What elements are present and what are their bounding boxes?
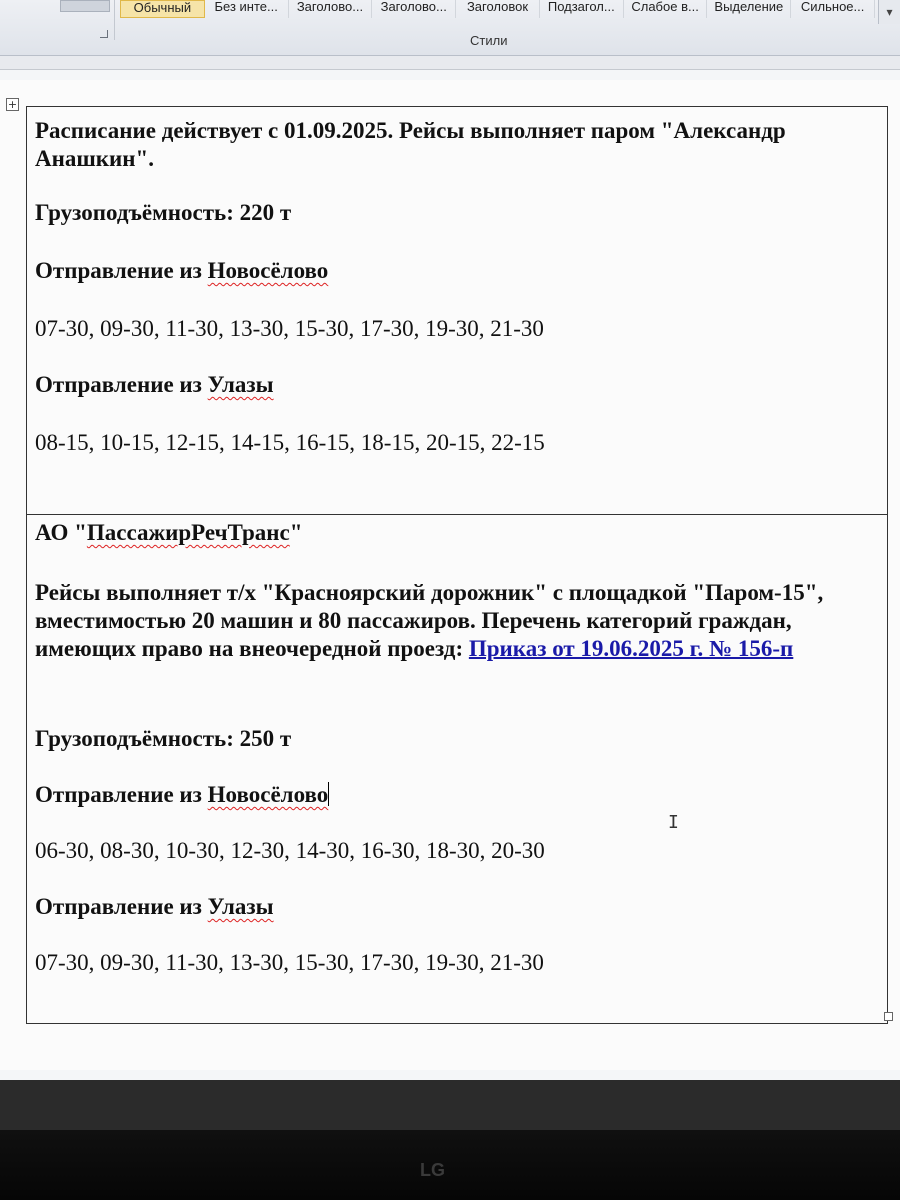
departure-heading [35,257,881,285]
table-cell-1[interactable] [27,107,887,515]
org-suffix: " [289,520,303,545]
schedule-title: Расписание действует с 01.09.2025. Рейсы выполняет паром "Александр Анашкин". [35,118,786,171]
capacity-text: Грузоподъёмность: 220 т [35,200,292,225]
order-link[interactable]: Приказ от 19.06.2025 г. № 156-п [468,636,794,661]
org-name: ПассажирРечТранс [86,520,290,545]
departure-times: 07-30, 09-30, 11-30, 13-30, 15-30, 17-30, 19-30, 21-30 [35,950,544,975]
place-name: Новосёлово [207,782,329,807]
capacity-text: Грузоподъёмность: 250 т [35,726,292,751]
departure-heading [35,893,881,921]
operator-name [35,519,881,547]
departure-label: Отправление из [35,258,208,283]
vessel-description [35,579,881,663]
style-subtitle[interactable]: Подзагол... [540,0,624,18]
table-move-handle-icon[interactable]: + [7,98,18,111]
taskbar-area [0,1080,900,1130]
clipboard-group [0,0,115,40]
dialog-launcher-icon[interactable] [100,30,108,38]
departure-heading [35,371,881,399]
departure-label: Отправление из [35,372,208,397]
description-text: Рейсы выполняет т/х "Красноярский дорожник" с площадкой "Паром-15", вместимостью 20 машин и 80 пассажиров. Перечень категорий граждан, имеющих право на внеочередной проезд: [35,580,824,661]
ribbon [0,0,900,56]
departure-heading [35,781,881,809]
table-cell-2[interactable] [27,515,887,1025]
monitor-brand-logo: LG [420,1160,445,1180]
table-resize-handle-icon[interactable] [884,1012,893,1021]
departure-label: Отправление из [35,894,208,919]
styles-group-label: Стили [470,33,508,48]
style-subtle-emphasis[interactable]: Слабое в... [624,0,708,18]
style-heading-2[interactable]: Заголово... [372,0,456,18]
place-name: Улазы [207,894,274,919]
text-cursor [328,782,329,806]
place-name: Улазы [207,372,274,397]
schedule-table[interactable] [26,106,888,1024]
style-emphasis[interactable]: Выделение [707,0,791,18]
style-intense-emphasis[interactable]: Сильное... [791,0,875,18]
place-name: Новосёлово [207,258,329,283]
style-no-spacing[interactable]: Без инте... [205,0,289,18]
ruler [0,56,900,70]
monitor-bezel [0,1130,900,1200]
style-title[interactable]: Заголовок [456,0,540,18]
departure-times: 08-15, 10-15, 12-15, 14-15, 16-15, 18-15, 20-15, 22-15 [35,430,545,455]
gallery-more-icon[interactable]: ▾ [878,0,900,24]
ibeam-cursor-icon: I [668,812,679,833]
paste-button[interactable] [60,0,110,12]
departure-times: 07-30, 09-30, 11-30, 13-30, 15-30, 17-30, 19-30, 21-30 [35,316,544,341]
departure-label: Отправление из [35,782,208,807]
departure-times: 06-30, 08-30, 10-30, 12-30, 14-30, 16-30, 18-30, 20-30 [35,838,545,863]
style-heading-1[interactable]: Заголово... [289,0,373,18]
org-prefix: АО " [35,520,87,545]
styles-gallery [120,0,875,18]
style-normal[interactable]: Обычный [120,0,205,18]
